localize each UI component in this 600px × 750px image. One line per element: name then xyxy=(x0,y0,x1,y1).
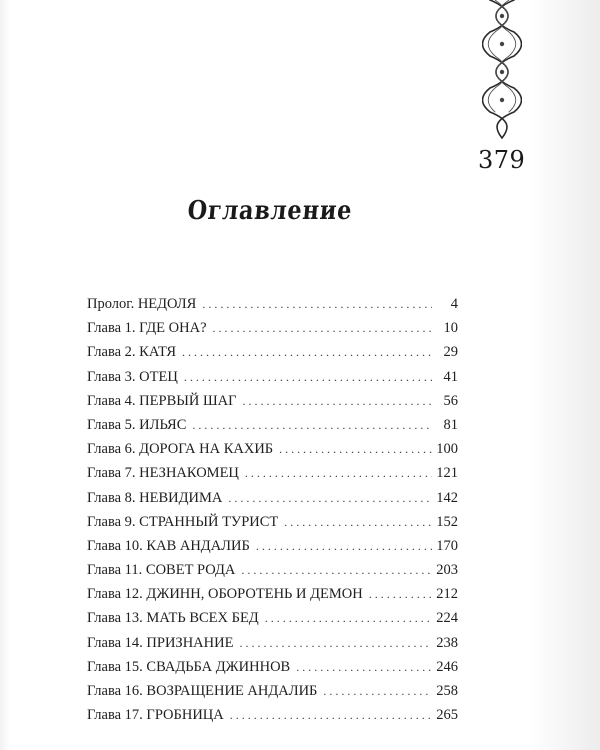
toc-entry-page: 265 xyxy=(436,707,458,724)
toc-dot-leader xyxy=(241,563,432,578)
toc-dot-leader xyxy=(296,660,432,675)
toc-entry xyxy=(87,538,458,562)
toc-dot-leader xyxy=(284,515,432,530)
toc-entry-title: Глава 9. СТРАННЫЙ ТУРИСТ xyxy=(87,513,279,530)
toc-dot-leader xyxy=(279,442,432,457)
toc-entry-title: Глава 2. КАТЯ xyxy=(87,344,177,361)
toc-entry xyxy=(87,441,458,465)
toc-dot-leader xyxy=(256,539,432,554)
toc-entry-title: Глава 5. ИЛЬЯС xyxy=(87,416,187,433)
toc-entry-page: 152 xyxy=(436,513,458,530)
toc-dot-leader xyxy=(192,418,432,433)
toc-entry-page: 170 xyxy=(436,537,458,554)
toc-entry-title: Глава 3. ОТЕЦ xyxy=(87,368,178,385)
toc-entry xyxy=(87,465,458,489)
toc-entry-page: 81 xyxy=(443,416,458,433)
toc-entry xyxy=(87,586,458,610)
toc-entry-page: 212 xyxy=(436,586,458,603)
toc-entry xyxy=(87,393,458,417)
toc-entry xyxy=(87,635,458,659)
toc-entry-title: Глава 4. ПЕРВЫЙ ШАГ xyxy=(87,392,237,409)
toc-entry-title: Глава 13. МАТЬ ВСЕХ БЕД xyxy=(87,610,259,627)
toc-entry-title: Глава 16. ВОЗРАЩЕНИЕ АНДАЛИБ xyxy=(87,683,318,699)
toc-entry-title: Глава 6. ДОРОГА НА КАХИБ xyxy=(87,441,274,458)
toc-entry xyxy=(87,707,458,731)
toc-entry-title: Глава 12. ДЖИНН, ОБОРОТЕНЬ И ДЕМОН xyxy=(87,586,363,603)
toc-entry-title: Глава 17. ГРОБНИЦА xyxy=(87,707,224,724)
toc-entry-page: 238 xyxy=(436,634,458,651)
toc-entry xyxy=(87,417,458,441)
toc-entry-title: Глава 14. ПРИЗНАНИЕ xyxy=(87,634,234,651)
toc-dot-leader xyxy=(239,636,432,651)
toc-entry xyxy=(87,610,458,634)
toc-entry xyxy=(87,514,458,538)
toc-entry xyxy=(87,369,458,393)
toc-dot-leader xyxy=(230,708,432,723)
page-number: 379 xyxy=(478,146,526,174)
toc-entry xyxy=(87,490,458,514)
toc-dot-leader xyxy=(182,345,432,360)
toc-entry-title: Глава 11. СОВЕТ РОДА xyxy=(87,562,236,579)
toc-entry xyxy=(87,344,458,368)
toc-entry-page: 224 xyxy=(436,610,458,627)
toc-entry-title: Глава 7. НЕЗНАКОМЕЦ xyxy=(87,465,239,482)
toc-entry-page: 4 xyxy=(450,296,458,312)
toc-entry-title: Глава 15. СВАДЬБА ДЖИННОВ xyxy=(87,658,291,675)
toc-entry xyxy=(87,659,458,683)
toc-entry-page: 258 xyxy=(436,683,458,699)
toc-entry xyxy=(87,562,458,586)
table-of-contents xyxy=(87,296,458,731)
toc-entry-title: Глава 8. НЕВИДИМА xyxy=(87,489,223,506)
toc-entry-page: 10 xyxy=(443,320,458,337)
toc-entry xyxy=(87,320,458,344)
toc-dot-leader xyxy=(228,491,432,506)
toc-dot-leader xyxy=(369,587,432,602)
braided-knot-ornament-icon xyxy=(482,0,522,140)
toc-entry-page: 56 xyxy=(443,392,458,409)
toc-entry-page: 100 xyxy=(436,441,458,458)
toc-dot-leader xyxy=(242,394,432,409)
toc-entry-title: Глава 1. ГДЕ ОНА? xyxy=(87,320,207,337)
toc-dot-leader xyxy=(245,466,432,481)
scan-shadow xyxy=(0,0,10,750)
toc-dot-leader xyxy=(184,370,432,385)
toc-entry xyxy=(87,296,458,320)
toc-entry-title: Пролог. НЕДОЛЯ xyxy=(87,296,197,312)
toc-entry-page: 203 xyxy=(436,562,458,579)
toc-entry-page: 121 xyxy=(436,465,458,482)
toc-entry-page: 246 xyxy=(436,658,458,675)
toc-entry-page: 29 xyxy=(443,344,458,361)
toc-dot-leader xyxy=(213,321,432,336)
toc-dot-leader xyxy=(202,297,432,312)
toc-entry xyxy=(87,683,458,707)
toc-entry-page: 41 xyxy=(443,368,458,385)
toc-entry-page: 142 xyxy=(436,489,458,506)
toc-dot-leader xyxy=(323,684,432,699)
toc-entry-title: Глава 10. КАВ АНДАЛИБ xyxy=(87,537,250,554)
page-title: Оглавление xyxy=(186,196,354,226)
toc-dot-leader xyxy=(265,611,432,626)
